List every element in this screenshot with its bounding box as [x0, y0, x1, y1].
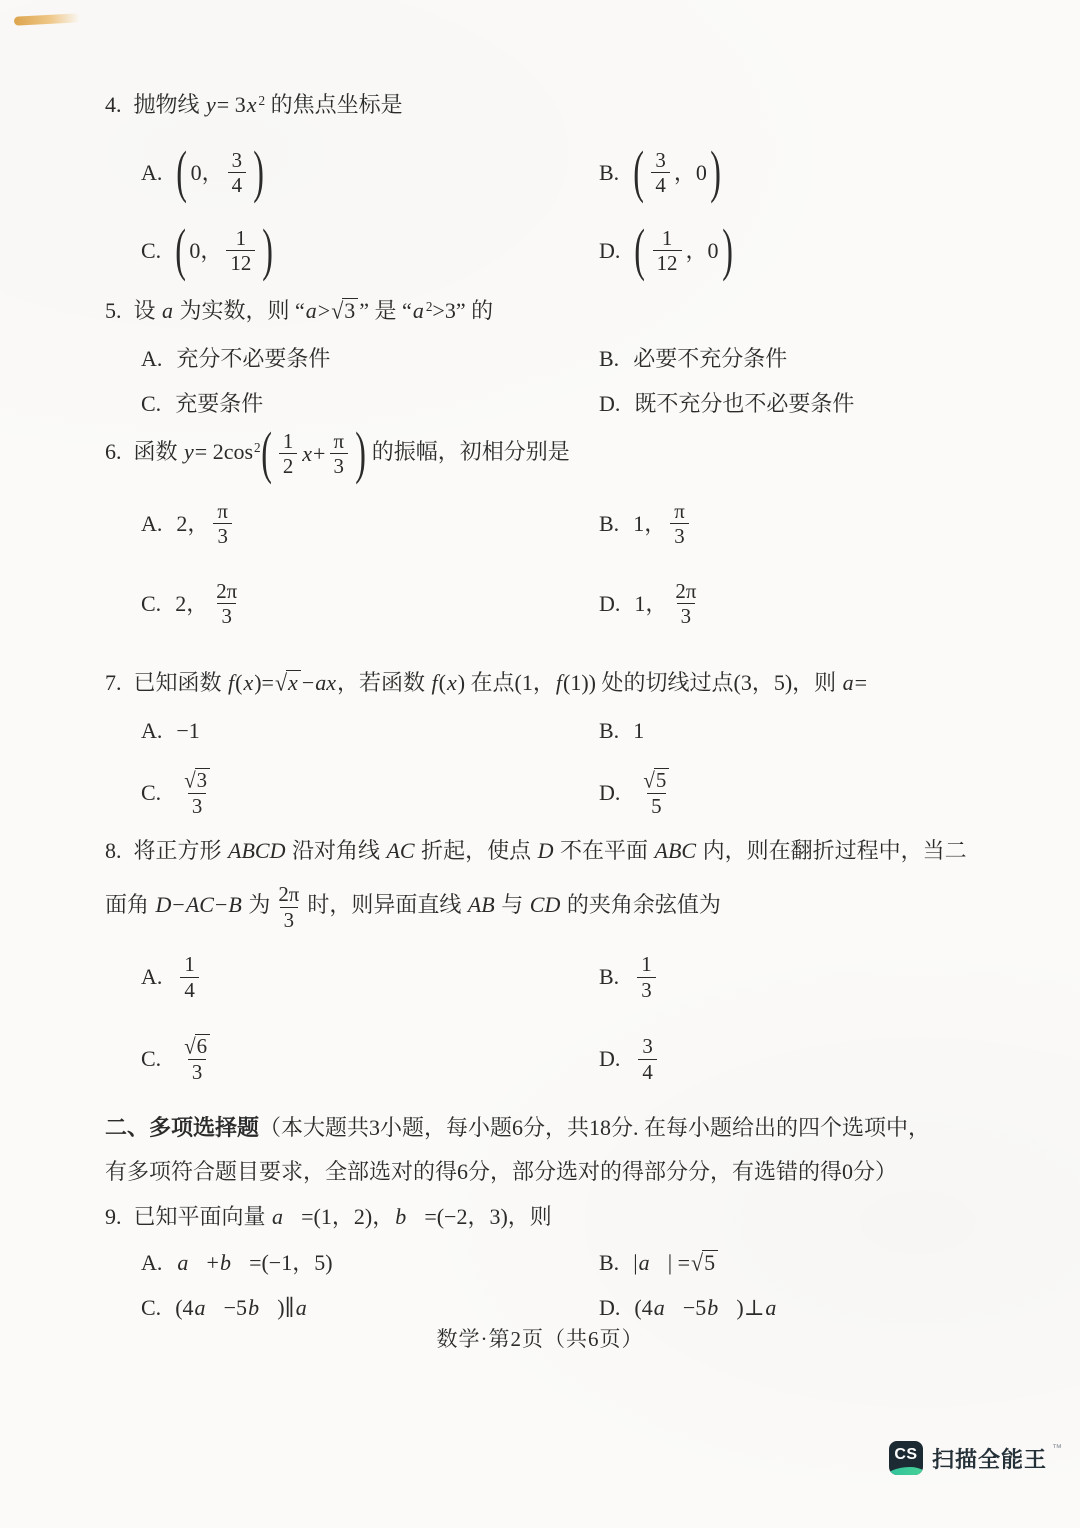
text: 1: [282, 428, 294, 453]
option-label-A: A.: [141, 345, 163, 371]
text: 2π: [675, 578, 697, 603]
fraction: [637, 952, 655, 1002]
fraction: [638, 768, 674, 818]
option-label-D: D.: [599, 780, 621, 805]
question-5-stem: [105, 294, 1010, 328]
text: 3: [655, 147, 666, 172]
text: +: [206, 1249, 219, 1275]
text: =(1，2)，: [301, 1204, 395, 1229]
text: π: [217, 498, 228, 523]
text: −: [301, 670, 315, 695]
text: 2π: [216, 578, 238, 603]
text: =(−1，5): [249, 1249, 333, 1275]
option-label-B: B.: [599, 1249, 620, 1275]
section-2-desc1: （本大题共3小题，每小题6分，共18分. 在每小题给出的四个选项中，: [259, 1115, 931, 1140]
text: 已知函数: [133, 670, 228, 695]
text: 充分不必要条件: [176, 345, 331, 371]
option-content-D: [634, 387, 854, 421]
text: 2，: [176, 510, 210, 536]
variable: AC: [386, 838, 415, 863]
section-2-heading-line1: [105, 1106, 1015, 1150]
question-4-options-row1: [105, 134, 1010, 212]
variable: a: [842, 670, 854, 695]
question-7-number: 7.: [105, 670, 122, 695]
section-2-heading: [105, 1106, 1015, 1194]
trademark-symbol: ™: [1052, 1443, 1062, 1454]
text: 1: [661, 225, 673, 250]
variable: AB: [467, 892, 495, 918]
question-5-number: 5.: [105, 298, 122, 323]
radical: √3: [331, 294, 358, 328]
variable: ABC: [654, 838, 697, 863]
fraction: [228, 148, 246, 198]
variable: b⃗: [707, 1294, 736, 1320]
option-label-C: C.: [141, 1294, 162, 1320]
text: 3: [231, 147, 243, 172]
text: 充要条件: [175, 390, 264, 416]
variable: a: [412, 298, 424, 323]
text: 的振幅，初相分别是: [366, 438, 570, 464]
fraction: [279, 429, 297, 479]
question-8-options-row2: [105, 1018, 1010, 1100]
question-6-option-B: [599, 499, 1010, 549]
question-4: [105, 88, 1010, 290]
question-6-options-row1: [105, 484, 1010, 564]
text: 3: [283, 907, 295, 932]
text: 2: [282, 454, 294, 479]
camscanner-watermark: [889, 1441, 1062, 1475]
text: 4: [642, 1059, 653, 1084]
variable: D: [155, 892, 172, 918]
variable: x: [446, 670, 457, 695]
question-7-stem: [105, 666, 1010, 700]
camscanner-label: 扫描全能王: [931, 1446, 1047, 1472]
text: 3: [641, 977, 652, 1002]
question-4-options-row2: [105, 212, 1010, 290]
text: −5: [223, 1294, 248, 1320]
option-label-C: C.: [141, 390, 162, 416]
question-5-options-row2: [105, 381, 1010, 426]
fraction: [671, 579, 700, 629]
text: 时，则异面直线: [307, 892, 467, 918]
variable: a⃗: [272, 1204, 301, 1229]
text: )∥: [277, 1294, 295, 1320]
question-8-options-row1: [105, 936, 1010, 1018]
option-label-B: B.: [599, 964, 620, 990]
variable: B: [228, 892, 242, 918]
text: (4: [634, 1294, 653, 1320]
question-4-option-C: [141, 218, 599, 283]
option-label-A: A.: [141, 159, 163, 185]
fraction: [274, 882, 303, 932]
question-6-option-A: [141, 499, 599, 549]
option-label-B: B.: [599, 510, 620, 536]
fraction: [213, 499, 232, 549]
text: 面角: [105, 892, 155, 918]
fraction: [212, 579, 241, 629]
question-4-number: 4.: [105, 92, 122, 117]
question-6-stem: [105, 421, 1010, 486]
question-6-number: 6.: [105, 438, 122, 464]
option-content-D: [634, 768, 678, 818]
question-6-options-row2: [105, 564, 1010, 644]
question-9-option-B: [599, 1246, 1010, 1280]
fraction: [653, 226, 682, 276]
question-5-option-A: [141, 342, 599, 376]
question-6-option-C: [141, 579, 599, 629]
text: 3: [191, 1059, 203, 1084]
option-label-C: C.: [141, 237, 162, 263]
option-label-D: D.: [599, 1294, 621, 1320]
text: 2π: [278, 882, 300, 906]
superscript: 2: [258, 92, 266, 108]
question-5-option-D: [599, 387, 1010, 421]
text: >3” 的: [432, 298, 494, 323]
fraction: [329, 429, 348, 479]
option-content-D: [634, 1034, 660, 1084]
text: 为: [242, 892, 271, 918]
option-label-B: B.: [599, 159, 620, 185]
paren-group: ( 0， $\frac{3}{4}$ ): [176, 140, 265, 205]
option-content-C: [175, 1034, 219, 1084]
variable: a⃗: [295, 1294, 324, 1320]
text: π: [333, 428, 345, 453]
option-content-B: [633, 140, 721, 205]
question-4-stem: [105, 88, 1010, 122]
section-2-title: 二、多项选择题: [105, 1115, 260, 1140]
option-label-C: C.: [141, 1046, 162, 1072]
text: ” 是 “: [359, 298, 412, 323]
fraction: [226, 226, 255, 276]
text: |: [633, 1249, 638, 1275]
question-9-stem: [105, 1200, 1010, 1234]
variable: x: [246, 92, 257, 117]
text: 不在平面: [554, 838, 654, 863]
text: ，0: [673, 159, 707, 185]
variable: a⃗: [194, 1294, 223, 1320]
text: 0，: [189, 237, 223, 263]
option-label-C: C.: [141, 780, 162, 805]
text: 1: [235, 225, 247, 250]
paren-group: ( $\frac{1}{2}$ x + $\frac{\pi}{3}$ ): [260, 421, 366, 486]
option-content-A: [176, 1246, 332, 1280]
text: 必要不充分条件: [633, 345, 788, 371]
question-5-options-row1: [105, 336, 1010, 381]
option-content-A: [176, 952, 202, 1002]
text: 1: [641, 952, 652, 977]
superscript: 2: [425, 298, 433, 314]
text: 抛物线: [133, 92, 206, 117]
paren-group: ( $\frac{1}{12}$ ，0 ): [634, 218, 733, 283]
radical: √5: [691, 1246, 718, 1280]
paren-group: ( $\frac{3}{4}$ ，0 ): [633, 140, 721, 205]
text: = 2cos: [194, 438, 254, 464]
text: (: [438, 670, 446, 695]
variable: AC: [185, 892, 214, 918]
text: 已知平面向量: [133, 1204, 272, 1229]
text: 3: [674, 524, 685, 549]
question-7-option-D: [599, 768, 1010, 818]
text: )⊥: [736, 1294, 765, 1320]
question-7-option-A: [141, 714, 599, 748]
question-7-option-C: [141, 768, 599, 818]
question-8-option-B: [599, 952, 1010, 1002]
question-8: [105, 834, 1010, 1100]
question-8-stem: [105, 834, 1010, 868]
option-content-B: [633, 342, 787, 376]
fraction: [180, 952, 198, 1002]
text: 为实数，则 “: [174, 298, 305, 323]
text: 设: [133, 298, 162, 323]
text: 12: [230, 251, 252, 276]
question-5: [105, 294, 1010, 426]
text: = 3: [216, 92, 246, 117]
variable: ABCD: [228, 838, 286, 863]
text: 3: [221, 604, 232, 629]
text: 3: [217, 524, 228, 549]
question-8-option-A: [141, 952, 599, 1002]
text: π: [674, 498, 685, 523]
text: 3: [191, 793, 203, 818]
variable: y: [184, 438, 194, 464]
text: +: [313, 440, 326, 466]
text: >: [317, 298, 331, 323]
text: 折起，使点: [415, 838, 537, 863]
variable: b⃗: [248, 1294, 277, 1320]
option-label-A: A.: [141, 718, 163, 743]
option-content-C: [175, 579, 245, 629]
question-6: [105, 421, 1010, 644]
variable: b⃗: [395, 1204, 424, 1229]
question-5-option-B: [599, 342, 1010, 376]
text: ，0: [685, 237, 719, 263]
text: 既不充分也不必要条件: [634, 390, 855, 416]
option-content-B: [633, 952, 659, 1002]
fraction: [179, 1034, 215, 1084]
text: 的夹角余弦值为: [561, 892, 721, 918]
text: 沿对角线: [286, 838, 386, 863]
option-label-D: D.: [599, 390, 621, 416]
question-7-options-row1: [105, 706, 1010, 756]
variable: f: [228, 670, 235, 695]
text: 4: [655, 173, 666, 198]
variable: ax: [315, 670, 336, 695]
text: 3: [333, 454, 344, 479]
question-8-option-C: [141, 1034, 599, 1084]
text: −: [214, 892, 228, 918]
option-content-B: [633, 1246, 719, 1280]
question-8-number: 8.: [105, 838, 122, 863]
text: 2，: [175, 590, 209, 616]
text: 1，: [633, 510, 667, 536]
option-content-A: [176, 140, 265, 205]
option-content-C: [175, 387, 263, 421]
question-8-stem-line2: [105, 882, 1010, 932]
question-4-option-A: [141, 140, 599, 205]
text: −: [172, 892, 185, 918]
text: (1)) 处的切线过点(3，5)，则: [563, 670, 842, 695]
variable: CD: [529, 892, 561, 918]
option-content-C: [175, 218, 274, 283]
text: 4: [231, 173, 243, 198]
option-label-A: A.: [141, 510, 163, 536]
variable: b⃗: [219, 1249, 249, 1275]
question-9-number: 9.: [105, 1204, 122, 1229]
fraction: [179, 768, 215, 818]
text: 3: [680, 604, 692, 629]
question-4-option-B: [599, 140, 1010, 205]
variable: f: [555, 670, 563, 695]
variable: a⃗: [177, 1249, 206, 1275]
variable: a: [305, 298, 317, 323]
variable: y: [206, 92, 216, 117]
text: 函数: [133, 438, 184, 464]
text: (4: [175, 1294, 194, 1320]
text: 的焦点坐标是: [265, 92, 403, 117]
text: 3: [642, 1034, 653, 1059]
camscanner-icon: [889, 1441, 923, 1475]
question-4-option-D: [599, 218, 1010, 283]
question-7-option-B: [599, 714, 1010, 748]
option-label-B: B.: [599, 345, 620, 371]
text: ，若函数: [337, 670, 431, 695]
question-9: [105, 1200, 1010, 1330]
variable: a⃗: [638, 1249, 667, 1275]
text: 0，: [190, 159, 224, 185]
option-content-D: [634, 1291, 794, 1325]
fraction: [670, 499, 689, 549]
option-label-A: A.: [141, 964, 163, 990]
text: 将正方形: [133, 838, 228, 863]
option-content-A: [176, 499, 236, 549]
question-9-option-C: [141, 1291, 599, 1325]
question-7-options-row2: [105, 756, 1010, 830]
option-label-C: C.: [141, 590, 162, 616]
option-content-D: [634, 579, 704, 629]
camscanner-icon-text: CS: [894, 1446, 918, 1463]
text: −1: [176, 718, 200, 743]
fraction: [651, 148, 669, 198]
option-label-B: B.: [599, 718, 620, 743]
variable: x: [243, 670, 254, 695]
text: ) 在点(1，: [457, 670, 555, 695]
question-6-option-D: [599, 579, 1010, 629]
option-label-D: D.: [599, 1046, 621, 1072]
option-content-C: [175, 768, 219, 818]
radical: √x: [275, 666, 301, 700]
text: 5: [651, 793, 662, 818]
text: | =: [667, 1249, 691, 1275]
variable: x: [302, 440, 313, 466]
option-content-B: [633, 499, 693, 549]
text: =(−2，3)，则: [424, 1204, 552, 1229]
text: 1，: [634, 590, 668, 616]
option-content-C: [175, 1291, 325, 1325]
text: 1: [633, 718, 645, 743]
page-footer: 数学·第2页（共6页）: [436, 1327, 644, 1351]
variable: a⃗: [653, 1294, 682, 1320]
superscript: 2: [254, 439, 261, 455]
variable: a⃗: [765, 1294, 794, 1320]
option-label-A: A.: [141, 1249, 163, 1275]
question-9-options-row1: [105, 1240, 1010, 1285]
radical: √3: [184, 768, 210, 793]
option-content-A: [176, 342, 330, 376]
option-content-A: [176, 714, 199, 748]
section-2-desc2: 有多项符合题目要求，全部选对的得6分，部分选对的得部分分，有选错的得0分）: [105, 1159, 898, 1184]
text: 与: [495, 892, 529, 918]
variable: D: [537, 838, 554, 863]
radical: √5: [643, 768, 669, 793]
text: −5: [682, 1294, 707, 1320]
option-content-B: [633, 714, 644, 748]
text: 1: [184, 952, 195, 977]
question-7: [105, 666, 1010, 830]
text: =: [854, 670, 868, 695]
text: 内，则在翻折过程中，当二: [697, 838, 967, 863]
question-5-option-C: [141, 387, 599, 421]
text: (: [235, 670, 243, 695]
option-label-D: D.: [599, 590, 621, 616]
question-9-option-A: [141, 1246, 599, 1280]
question-8-option-D: [599, 1034, 1010, 1084]
variable: f: [431, 670, 438, 695]
radical: √6: [184, 1034, 210, 1059]
text: 12: [656, 251, 678, 276]
fraction: [638, 1034, 656, 1084]
option-content-D: [634, 218, 733, 283]
variable: a: [162, 298, 174, 323]
text: )=: [254, 670, 274, 695]
question-9-option-D: [599, 1291, 1010, 1325]
option-label-D: D.: [599, 237, 621, 263]
paren-group: ( 0， $\frac{1}{12}$ ): [175, 218, 274, 283]
text: 4: [184, 977, 195, 1002]
